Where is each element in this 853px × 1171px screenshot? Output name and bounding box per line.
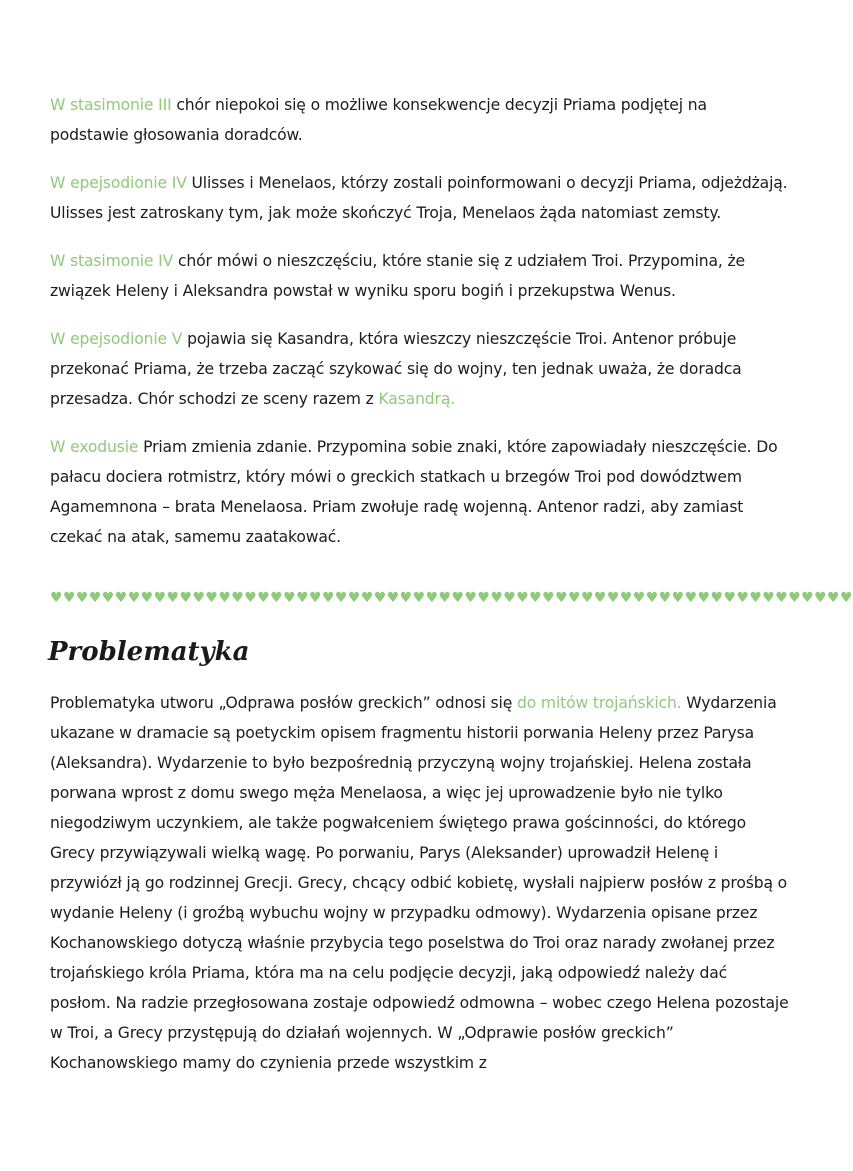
problematyka-highlight: do mitów trojańskich. (516, 694, 682, 712)
paragraph-stasimon-3 (50, 90, 790, 150)
problematyka-body: Wydarzenia ukazane w dramacie są poetyckim opisem fragmentu historii porwania Heleny przez Parysa (Aleksandra). Wydarzenie to było bezpośrednią przyczyną wojny trojańskiej. Helena została porwana wprost z domu swego męża Menelaosa, a więc jej uprowadzenie było nie tylko niegodziwym uczynkiem, ale także pogwałceniem świętego prawa gościnności, do którego Grecy przywiązywali wielką wagę. Po porwaniu, Parys (Aleksander) uprowadził Helenę i przywiózł ją go rodzinnej Grecji. Grecy, chcący odbić kobietę, wysłali najpierw posłów z prośbą o wydanie Heleny (i groźbą wybuchu wojny w przypadku odmowy). Wydarzenia opisane przez Kochanowskiego dotyczą właśnie przybycia tego poselstwa do Troi oraz narady zwołanej przez trojańskiego króla Priama, która ma na celu podjęcie decyzji, jaką odpowiedź należy dać posłom. Na radzie przegłosowana zostaje odpowiedź odmowna – wobec czego Helena pozostaje w Troi, a Grecy przystępują do działań wojennych. W „Odprawie posłów greckich” Kochanowskiego mamy do czynienia przede wszystkim z (50, 694, 789, 1072)
section-label: W exodusie (50, 438, 139, 456)
paragraph-epeisodion-5 (50, 324, 790, 414)
section-label: W epejsodionie V (50, 330, 183, 348)
paragraph-exodus (50, 432, 790, 552)
highlight-kasandra: Kasandrą. (378, 390, 456, 408)
problematyka-section (50, 688, 790, 1078)
section-text: Ulisses i Menelaos, którzy zostali poinformowani o decyzji Priama, odjeżdżają. Ulisses jest zatroskany tym, jak może skończyć Troja, Menelaos żąda natomiast zemsty. (50, 174, 788, 222)
section-text: chór niepokoi się o możliwe konsekwencje decyzji Priama podjętej na podstawie głosowania doradców. (50, 96, 707, 144)
section-label: W stasimonie IV (50, 252, 174, 270)
problematyka-intro: Problematyka utworu „Odprawa posłów greckich” odnosi się (50, 694, 517, 712)
section-heading: Problematyka (48, 637, 250, 667)
hearts-divider: ♥♥♥♥♥♥♥♥♥♥♥♥♥♥♥♥♥♥♥♥♥♥♥♥♥♥♥♥♥♥♥♥♥♥♥♥♥♥♥♥♥♥♥♥♥♥♥♥♥♥♥♥♥♥♥♥♥♥♥♥♥♥ (50, 590, 853, 606)
paragraph-epeisodion-4 (50, 168, 790, 228)
section-label: W stasimonie III (50, 96, 172, 114)
section-text: pojawia się Kasandra, która wieszczy nieszczęście Troi. Antenor próbuje przekonać Priama, że trzeba zacząć szykować się do wojny, ten jednak uważa, że doradca przesadza. Chór schodzi ze sceny razem z (50, 330, 742, 408)
section-text: Priam zmienia zdanie. Przypomina sobie znaki, które zapowiadały nieszczęście. Do pałacu dociera rotmistrz, który mówi o greckich statkach u brzegów Troi pod dowództwem Agamemnona – brata Menelaosa. Priam zwołuje radę wojenną. Antenor radzi, aby zamiast czekać na atak, samemu zaatakować. (50, 438, 778, 546)
problematyka-paragraph (50, 688, 790, 1078)
paragraph-stasimon-4 (50, 246, 790, 306)
section-text: chór mówi o nieszczęściu, które stanie się z udziałem Troi. Przypomina, że związek Heleny i Aleksandra powstał w wyniku sporu bogiń i przekupstwa Wenus. (50, 252, 745, 300)
section-label: W epejsodionie IV (50, 174, 187, 192)
summary-section (50, 90, 790, 552)
